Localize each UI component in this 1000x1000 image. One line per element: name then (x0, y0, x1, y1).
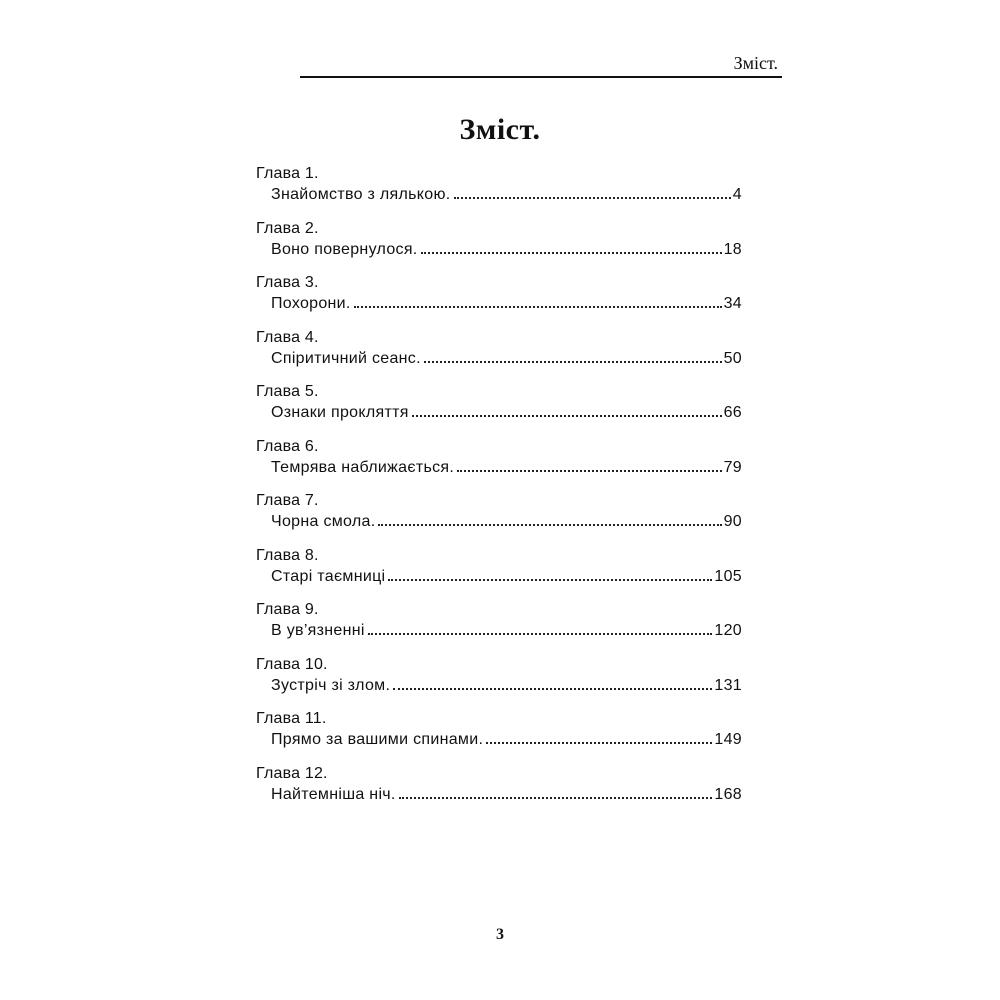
chapter-title: Старі таємниці (271, 567, 386, 585)
table-of-contents (256, 164, 742, 818)
chapter-title-line (256, 294, 742, 314)
chapter-label: Глава 9. (256, 601, 319, 618)
dot-leader (412, 414, 722, 417)
chapter-label: Глава 7. (256, 492, 319, 509)
chapter-page-number: 4 (732, 186, 742, 203)
dot-leader (388, 578, 712, 581)
toc-entry (256, 273, 742, 328)
chapter-page-number: 50 (723, 349, 742, 367)
chapter-page-number: 105 (714, 567, 742, 585)
chapter-page-number: 90 (723, 513, 742, 530)
chapter-title: Знайомство з лялькою. (271, 186, 451, 203)
toc-entry (256, 709, 742, 764)
dot-leader (424, 360, 722, 363)
chapter-title: Прямо за вашими спинами. (271, 731, 484, 748)
chapter-title: В ув’язненні (271, 622, 365, 639)
chapter-page-number: 149 (714, 731, 742, 748)
chapter-title: Похорони. (271, 295, 351, 312)
chapter-label: Глава 8. (256, 546, 319, 564)
chapter-label: Глава 6. (256, 437, 319, 455)
chapter-page-number: 18 (723, 240, 742, 258)
chapter-page-number: 79 (723, 458, 742, 476)
toc-entry (256, 328, 742, 383)
chapter-label: Глава 12. (256, 764, 328, 782)
chapter-title-line (256, 403, 742, 423)
toc-entry (256, 382, 742, 437)
chapter-title-line (256, 676, 742, 696)
chapter-title-line (256, 240, 742, 260)
toc-entry (256, 491, 742, 546)
toc-entry (256, 219, 742, 274)
chapter-label: Глава 3. (256, 274, 319, 291)
chapter-page-number: 66 (723, 404, 742, 421)
chapter-title: Чорна смола. (271, 513, 376, 530)
dot-leader (454, 196, 731, 199)
chapter-title-line (256, 349, 742, 369)
chapter-title-line (256, 785, 742, 805)
dot-leader (393, 687, 712, 690)
dot-leader (457, 469, 721, 472)
dot-leader (399, 796, 713, 799)
chapter-title-line (256, 458, 742, 478)
page-title: Зміст. (459, 113, 541, 146)
dot-leader (486, 741, 712, 744)
toc-entry (256, 600, 742, 655)
toc-entry (256, 546, 742, 601)
toc-entry (256, 164, 742, 219)
chapter-label: Глава 4. (256, 328, 319, 346)
dot-leader (354, 305, 722, 308)
chapter-title: Темрява наближається. (271, 458, 455, 476)
chapter-label: Глава 10. (256, 655, 328, 673)
chapter-title: Воно повернулося. (271, 240, 418, 258)
chapter-title-line (256, 185, 742, 205)
chapter-title: Найтемніша ніч. (271, 785, 396, 803)
dot-leader (368, 632, 713, 635)
chapter-label: Глава 1. (256, 165, 319, 182)
chapter-label: Глава 5. (256, 383, 319, 400)
chapter-page-number: 168 (714, 785, 742, 803)
toc-entry (256, 655, 742, 710)
chapter-title: Зустріч зі злом. (271, 676, 391, 694)
dot-leader (378, 523, 721, 526)
chapter-label: Глава 11. (256, 710, 327, 727)
chapter-label: Глава 2. (256, 219, 319, 237)
page-number: 3 (496, 926, 504, 943)
chapter-title: Ознаки прокляття (271, 404, 409, 421)
toc-entry (256, 764, 742, 819)
chapter-page-number: 120 (714, 622, 742, 639)
running-head-text: Зміст. (733, 53, 778, 73)
chapter-title-line (256, 621, 742, 641)
toc-entry (256, 437, 742, 492)
chapter-title-line (256, 512, 742, 532)
dot-leader (421, 251, 722, 254)
running-head (300, 52, 782, 78)
chapter-title-line (256, 567, 742, 587)
chapter-title: Спіритичний сеанс. (271, 349, 421, 367)
chapter-title-line (256, 730, 742, 750)
chapter-page-number: 34 (723, 295, 742, 312)
chapter-page-number: 131 (714, 676, 742, 694)
